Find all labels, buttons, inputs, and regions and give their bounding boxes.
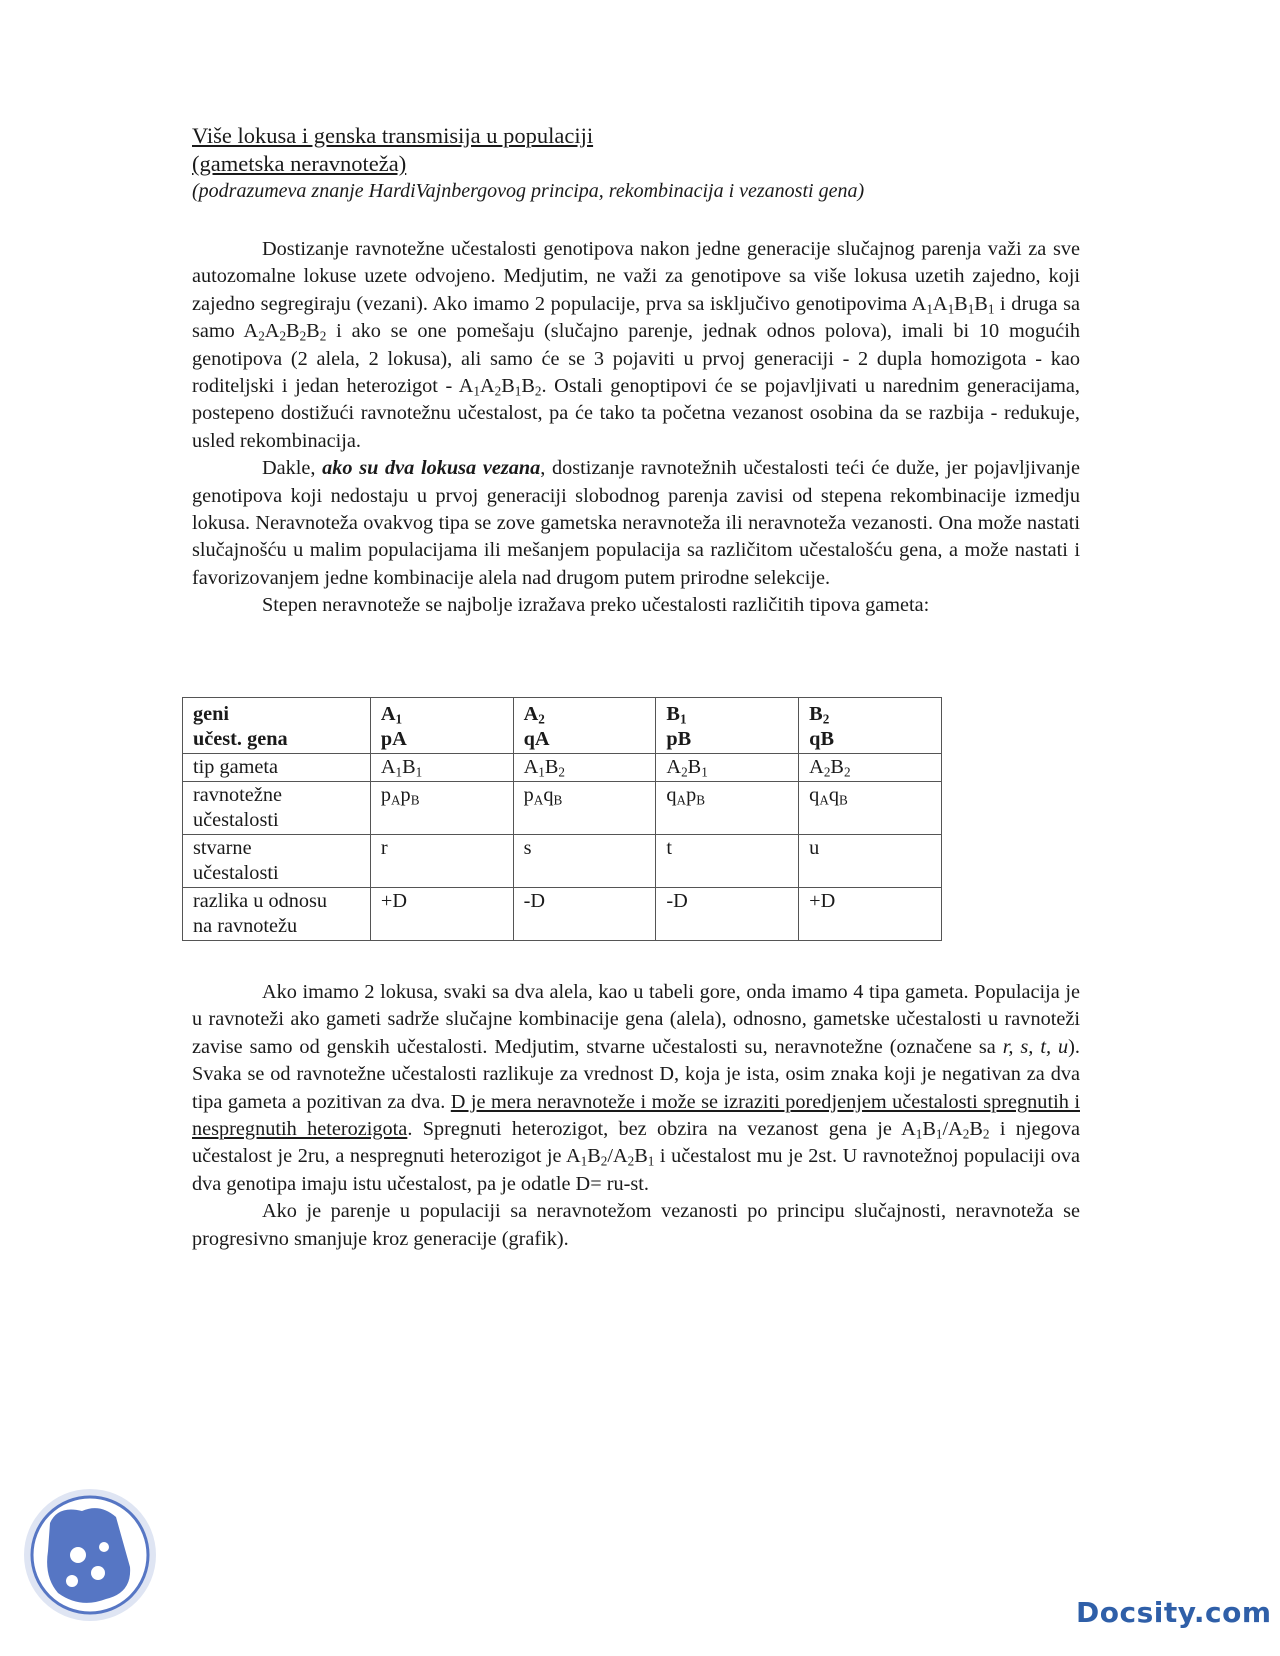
title-line-2: (gametska neravnoteža)	[192, 151, 407, 176]
gamete-frequency-table	[182, 697, 942, 941]
paragraph-5: Ako je parenje u populaciji sa neravnotežom vezanosti po principu slučajnosti, neravnoteža se progresivno smanjuje kroz generacije (grafik).	[192, 1200, 1080, 1250]
paragraph-1: Dostizanje ravnotežne učestalosti genotipova nakon jedne generacije slučajnog parenja važi za sve autozomalne lokuse uzete odvojeno. Medjutim, ne važi za genotipove sa više lokusa uzetih zajedno, koji zajedno segregiraju (vezani). Ako imamo 2 populacije, prva sa isključivo genotipovima $A_1A_1B_1B_1$ i druga sa samo $A_2A_2B_2B_2$ i ako se one pomešaju (slučajno parenje, jednak odnos polova), imali bi 10 mogućih genotipova (2 alela, 2 lokusa), ali samo će se 3 pojaviti u prvoj generaciji - 2 dupla homozigota - kao roditeljski i jedan heterozigot - $A_1A_2B_1B_2$. Ostali genoptipovi će se pojavljivati u narednim generacijama, postepeno dostižući ravnotežnu učestalost, pa će tako ta početna vezanost osobina da se razbija - redukuje, usled rekombinacija.	[192, 238, 1081, 452]
title-line-1: Više lokusa i genska transmisija u populaciji	[192, 123, 594, 148]
paragraph-4: Ako imamo 2 lokusa, svaki sa dva alela, kao u tabeli gore, onda imamo 4 tipa gameta. Populacija je u ravnoteži ako gameti sadrže slučajne kombinacije gena (alela), odnosno, gametske učestalosti u ravnoteži zavise samo od genskih učestalosti. Medjutim, stvarne učestalosti su, neravnotežne (označene sa r, s, t, u). Svaka se od ravnotežne učestalosti razlikuje za vrednost D, koja je ista, osim znaka koji je negativan za dva tipa gameta a pozitivan za dva. D je mera neravnoteže i može se izraziti poredjenjem učestalosti spregnutih i nespregnutih heterozigota. Spregnuti heterozigot, bez obzira na vezanost gena je $A_1B_1/A_2B_2$ i njegova učestalost je 2ru, a nespregnuti heterozigot je $A_1B_2/A_2B_1$ i učestalost mu je 2st. U ravnotežnoj populaciji ova dva genotipa imaju istu učestalost, pa je odatle D= ru-st.	[192, 981, 1080, 1195]
paragraph-2: Dakle, ako su dva lokusa vezana, dostizanje ravnotežnih učestalosti teći će duže, jer pojavljivanje genotipova koji nedostaju u prvoj generaciji slobodnog parenja zavisi od stepena rekombinacije izmedju lokusa. Neravnoteža ovakvog tipa se zove gametska neravnoteža ili neravnoteža vezanosti. Ona može nastati slučajnošću u malim populacijama ili mešanjem populacija sa različitom učestalošću gena, a može nastati i favorizovanjem jedne kombinacije alela nad drugom putem prirodne selekcije.	[192, 457, 1080, 589]
docsity-logo-icon	[20, 1485, 160, 1625]
paragraph-3: Stepen neravnoteže se najbolje izražava preko učestalosti različitih tipova gameta:	[262, 594, 930, 617]
document-page	[192, 122, 1081, 1250]
subtitle: (podrazumeva znanje HardiVajnbergovog principa, rekombinacija i vezanosti gena)	[192, 180, 865, 202]
table-row: stvarne učestalosti r s t u	[183, 835, 942, 888]
lower-section	[192, 979, 1080, 1253]
table-row: tip gameta $A_1B_1$ $A_1B_2$ $A_2B_1$ $A_2B_2$	[183, 754, 942, 782]
table-row: geni učest. gena $A_1$ pA $A_2$ qA $B_1$ pB $B_2$ qB	[183, 698, 942, 754]
docsity-brand[interactable]: Docsity.com	[1076, 1596, 1272, 1629]
table-row: razlika u odnosu na ravnotežu +D -D -D +D	[183, 888, 942, 941]
table-row: ravnotežne učestalosti $p_Ap_B$ $p_Aq_B$ $q_Ap_B$ $q_Aq_B$	[183, 782, 942, 835]
